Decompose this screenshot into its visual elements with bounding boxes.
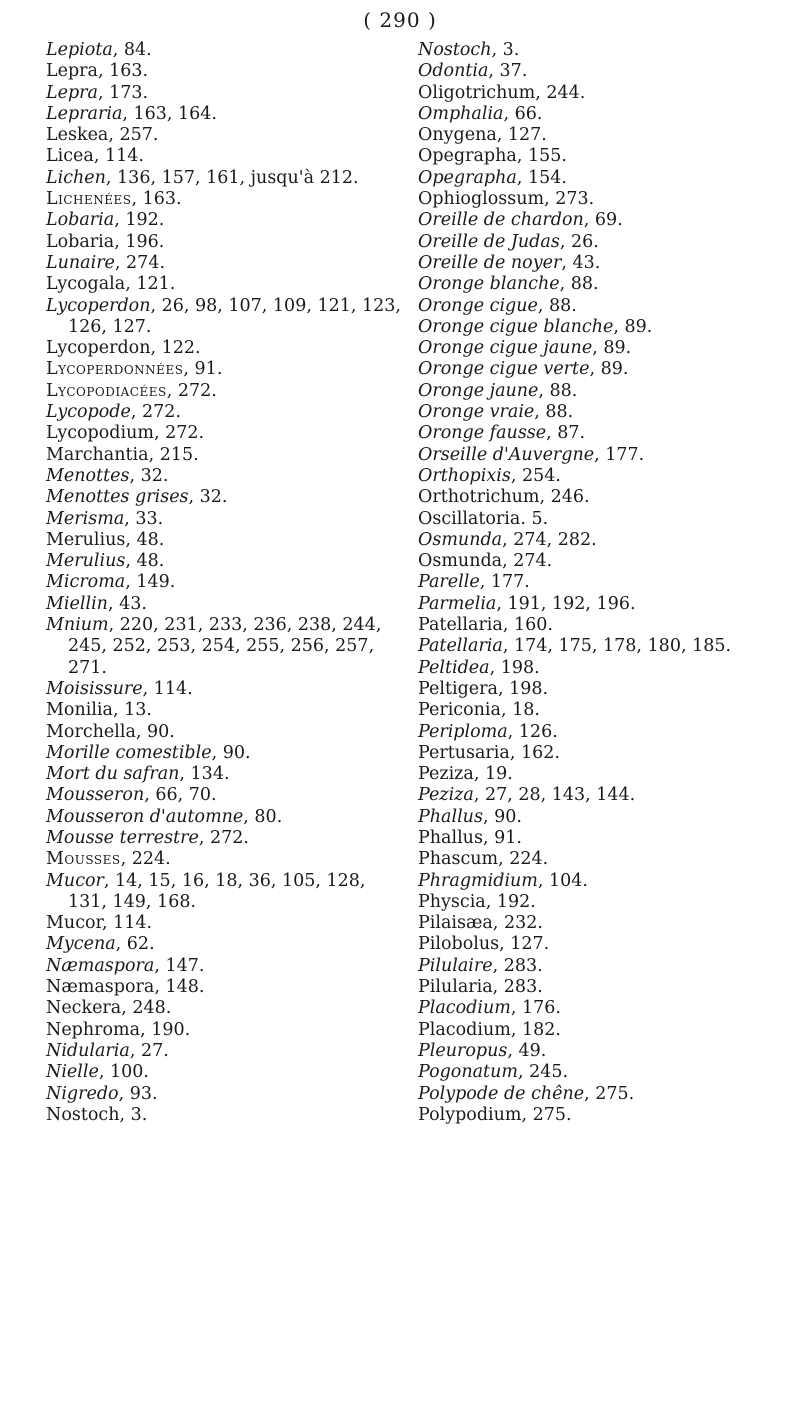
index-term: Nidularia xyxy=(46,1040,130,1061)
page-references: , 155. xyxy=(516,146,567,167)
index-term: Periconia xyxy=(418,700,501,721)
page-references: , 244. xyxy=(535,82,586,103)
index-entry xyxy=(418,61,790,82)
page-references: , 91. xyxy=(183,359,223,380)
page-references: , 191, 192, 196. xyxy=(496,593,636,614)
index-term: Osmunda xyxy=(418,529,503,550)
page-references: , 134. xyxy=(179,764,230,785)
page-references: , 163. xyxy=(97,61,149,82)
page-references: , 14, 15, 16, 18, 36, 105, 128, 131, 149, 168. xyxy=(68,870,366,912)
index-term: Patellaria xyxy=(418,615,503,636)
index-term: Mnium xyxy=(46,615,109,636)
index-term: Oronge jaune xyxy=(418,380,539,401)
page-references: , 3. xyxy=(119,1104,148,1125)
page-references: , 160. xyxy=(502,615,553,636)
index-term: Neckera xyxy=(46,998,122,1019)
index-entry xyxy=(418,913,790,934)
index-term: Oronge cigue blanche xyxy=(418,316,614,337)
index-term: Lycoperdon xyxy=(46,295,151,316)
index-entry xyxy=(418,509,790,530)
index-entry xyxy=(46,977,406,998)
index-entry xyxy=(418,892,790,913)
index-term: Næmaspora xyxy=(46,977,155,998)
index-term: Oronge cigue jaune xyxy=(418,338,593,359)
page-references: , 43. xyxy=(561,252,601,273)
index-entry xyxy=(46,956,406,977)
index-entry xyxy=(418,168,790,189)
index-term: Opegrapha xyxy=(418,146,517,167)
page-references: , 48. xyxy=(125,529,165,550)
page-references: , 32. xyxy=(188,487,228,508)
page-references: , 147. xyxy=(154,955,205,976)
index-entry xyxy=(46,487,406,508)
index-term: Lepra xyxy=(46,61,98,82)
index-entry xyxy=(46,338,406,359)
index-entry xyxy=(46,1041,406,1062)
index-entry xyxy=(46,1105,406,1126)
index-term: Lycopode xyxy=(46,402,131,423)
page-references: , 126. xyxy=(507,721,558,742)
page-references: , 274. xyxy=(502,551,553,572)
index-term: Licea xyxy=(46,146,94,167)
index-column-left xyxy=(46,40,406,1126)
index-term: Lycoperdon xyxy=(46,338,151,359)
page-references: , 220, 231, 233, 236, 238, 244, 245, 252, 253, 254, 255, 256, 257, 271. xyxy=(68,615,382,678)
index-entry xyxy=(418,1020,790,1041)
index-entry xyxy=(418,530,790,551)
page-references: , 148. xyxy=(154,977,205,998)
index-term: Periploma xyxy=(418,721,508,742)
page-references: , 177. xyxy=(479,572,530,593)
index-term: Menottes grises xyxy=(46,487,189,508)
page-references: , 48. xyxy=(125,551,165,572)
index-entry xyxy=(46,104,406,125)
index-entry xyxy=(418,1041,790,1062)
page-references: , 114. xyxy=(142,678,193,699)
index-term: Merulius xyxy=(46,529,126,550)
index-entry xyxy=(46,83,406,104)
page-references: , 33. xyxy=(124,508,164,529)
page-references: , 224. xyxy=(120,849,171,870)
page-references: , 248. xyxy=(121,998,172,1019)
page-references: , 88. xyxy=(537,295,577,316)
index-entry xyxy=(46,274,406,295)
page-references: , 27. xyxy=(129,1040,169,1061)
page-references: , 272. xyxy=(153,423,205,444)
index-entry xyxy=(46,146,406,167)
index-entry xyxy=(418,828,790,849)
page-references: , 88. xyxy=(534,402,574,423)
page-references: , 122. xyxy=(150,338,201,359)
index-entry xyxy=(46,423,406,444)
index-entry xyxy=(46,445,406,466)
index-term: Parelle xyxy=(418,572,480,593)
index-term: Pilobolus xyxy=(418,934,500,955)
index-term: Odontia xyxy=(418,61,489,82)
index-term: Oligotrichum xyxy=(418,82,536,103)
index-term: Oscillatoria xyxy=(418,508,521,529)
index-entry xyxy=(46,871,406,914)
page-references: , 19. xyxy=(473,764,513,785)
index-entry xyxy=(46,210,406,231)
index-entry xyxy=(46,828,406,849)
page-references: , 91. xyxy=(482,827,522,848)
index-term: Placodium xyxy=(418,998,511,1019)
index-entry xyxy=(418,743,790,764)
page-references: , 254. xyxy=(510,465,561,486)
index-entry xyxy=(46,61,406,82)
index-entry xyxy=(418,125,790,146)
index-entry xyxy=(46,381,406,402)
page-references: , 196. xyxy=(114,231,165,252)
page-references: , 182. xyxy=(510,1019,561,1040)
index-term: Mycena xyxy=(46,934,116,955)
index-term: Mousse terrestre xyxy=(46,827,199,848)
index-entry xyxy=(418,423,790,444)
index-entry xyxy=(418,445,790,466)
page-references: , 104. xyxy=(537,870,588,891)
index-term: Ophioglossum xyxy=(418,189,545,210)
index-entry xyxy=(418,402,790,423)
index-entry xyxy=(46,849,406,870)
page-references: , 274. xyxy=(114,252,166,273)
index-entry xyxy=(46,764,406,785)
index-term: Mucor xyxy=(46,870,104,891)
index-entry xyxy=(46,743,406,764)
index-term: Patellaria xyxy=(418,636,503,657)
page-references: , 192. xyxy=(114,210,165,231)
index-entry xyxy=(418,594,790,615)
page-references: , 163, 164. xyxy=(122,103,217,124)
page-references: , 232. xyxy=(492,913,543,934)
page-references: , 274, 282. xyxy=(502,529,597,550)
index-entry xyxy=(418,296,790,317)
page-references: , 173. xyxy=(97,82,149,103)
page-references: , 273. xyxy=(544,189,595,210)
page-references: , 93. xyxy=(118,1083,158,1104)
index-entry xyxy=(418,807,790,828)
page-references: , 90. xyxy=(135,721,175,742)
index-term: Moisissure xyxy=(46,678,143,699)
index-term: Peltidea xyxy=(418,657,490,678)
page-references: , 162. xyxy=(509,742,560,763)
page-references: , 37. xyxy=(488,61,528,82)
index-entry xyxy=(418,274,790,295)
index-term: Oronge fausse xyxy=(418,423,547,444)
index-term: Lichen xyxy=(46,167,106,188)
page-references: , 272. xyxy=(198,827,249,848)
index-term: Monilia xyxy=(46,700,113,721)
index-term: Opegrapha xyxy=(418,167,517,188)
index-term: Næmaspora xyxy=(46,955,155,976)
page-references: . 5. xyxy=(520,508,549,529)
index-entry xyxy=(418,700,790,721)
index-entry xyxy=(46,1084,406,1105)
index-term: Peltigera xyxy=(418,678,498,699)
index-term: Mousses xyxy=(46,849,121,870)
index-entry xyxy=(418,551,790,572)
page-references: , 69. xyxy=(583,210,623,231)
page-references: , 114. xyxy=(93,146,144,167)
index-entry xyxy=(418,636,790,657)
index-term: Orseille d'Auvergne xyxy=(418,444,595,465)
page-references: , 18. xyxy=(500,700,540,721)
index-entry xyxy=(418,317,790,338)
index-term: Lycopodiacées xyxy=(46,380,167,401)
index-term: Phallus xyxy=(418,827,483,848)
page-references: , 13. xyxy=(112,700,152,721)
index-entry xyxy=(46,700,406,721)
index-term: Polypode de chêne xyxy=(418,1083,585,1104)
index-term: Pertusaria xyxy=(418,742,510,763)
index-entry xyxy=(418,998,790,1019)
index-entry xyxy=(418,615,790,636)
page-references: , 90. xyxy=(211,742,251,763)
index-entry xyxy=(46,998,406,1019)
index-term: Lepraria xyxy=(46,103,123,124)
index-term: Lepra xyxy=(46,82,98,103)
index-term: Pilulaire xyxy=(418,955,493,976)
index-term: Mucor xyxy=(46,913,102,934)
page-references: , 224. xyxy=(498,849,549,870)
page-references: , 49. xyxy=(507,1040,547,1061)
index-entry xyxy=(418,381,790,402)
page-references: , 62. xyxy=(115,934,155,955)
page-references: , 127. xyxy=(499,934,550,955)
page-references: , 66. xyxy=(503,103,543,124)
page-references: , 174, 175, 178, 180, 185. xyxy=(502,636,732,657)
index-entry xyxy=(418,83,790,104)
index-term: Morille comestible xyxy=(46,742,212,763)
index-term: Phragmidium xyxy=(418,870,538,891)
index-entry xyxy=(46,913,406,934)
page-references: , 246. xyxy=(539,487,590,508)
page-references: , 80. xyxy=(243,806,283,827)
page-references: , 245. xyxy=(517,1062,569,1083)
page-references: , 177. xyxy=(594,444,645,465)
index-entry xyxy=(46,679,406,700)
index-term: Pleuropus xyxy=(418,1040,508,1061)
page-references: , 100. xyxy=(98,1062,149,1083)
page-references: , 66, 70. xyxy=(144,785,217,806)
index-entry xyxy=(418,956,790,977)
index-entry xyxy=(418,189,790,210)
index-entry xyxy=(46,402,406,423)
index-term: Lycogala xyxy=(46,274,126,295)
index-term: Merulius xyxy=(46,551,126,572)
index-entry xyxy=(418,253,790,274)
index-term: Lobaria xyxy=(46,231,115,252)
index-term: Lobaria xyxy=(46,210,115,231)
page-references: , 272. xyxy=(130,402,181,423)
index-term: Nostoch xyxy=(418,40,492,60)
page-references: , 114. xyxy=(101,913,153,934)
index-term: Parmelia xyxy=(418,593,497,614)
index-entry xyxy=(46,530,406,551)
page-references: , 88. xyxy=(559,274,599,295)
index-term: Phallus xyxy=(418,806,483,827)
index-entry xyxy=(46,466,406,487)
index-term: Lunaire xyxy=(46,252,115,273)
page-references: , 190. xyxy=(140,1019,191,1040)
index-entry xyxy=(46,359,406,380)
page-references: , 89. xyxy=(592,338,632,359)
index-term: Mousseron xyxy=(46,785,145,806)
index-entry xyxy=(418,785,790,806)
index-term: Lepiota xyxy=(46,40,113,60)
index-term: Peziza xyxy=(418,764,474,785)
page-references: , 283. xyxy=(492,955,543,976)
index-entry xyxy=(46,232,406,253)
index-entry xyxy=(46,40,406,61)
index-term: Oronge vraie xyxy=(418,402,535,423)
index-entry xyxy=(46,615,406,679)
page-references: , 192. xyxy=(485,891,536,912)
index-entry xyxy=(418,232,790,253)
page-references: , 198. xyxy=(497,678,549,699)
index-entry xyxy=(418,871,790,892)
index-entry xyxy=(46,594,406,615)
index-entry xyxy=(418,104,790,125)
index-term: Merisma xyxy=(46,508,125,529)
index-term: Pilaisæa xyxy=(418,913,493,934)
index-entry xyxy=(418,40,790,61)
page-references: , 32. xyxy=(129,465,169,486)
index-entry xyxy=(46,1062,406,1083)
index-term: Leskea xyxy=(46,125,109,146)
index-entry xyxy=(46,722,406,743)
index-column-right xyxy=(418,40,790,1126)
index-entry xyxy=(418,1062,790,1083)
index-term: Marchantia xyxy=(46,444,149,465)
page-references: , 87. xyxy=(546,423,586,444)
index-term: Oreille de noyer xyxy=(418,252,562,273)
page-references: , 176. xyxy=(510,998,561,1019)
index-entry xyxy=(46,125,406,146)
page-references: , 26. xyxy=(559,231,599,252)
page-references: , 84. xyxy=(112,40,152,60)
index-term: Miellin xyxy=(46,593,108,614)
page-references: , 275. xyxy=(584,1083,635,1104)
index-entry xyxy=(46,807,406,828)
index-entry xyxy=(418,572,790,593)
page-references: , 89. xyxy=(589,359,629,380)
index-term: Omphalia xyxy=(418,103,504,124)
index-term: Phascum xyxy=(418,849,499,870)
index-entry xyxy=(418,359,790,380)
page-references: , 257. xyxy=(108,125,159,146)
page-references: , 198. xyxy=(489,657,540,678)
index-entry xyxy=(418,849,790,870)
index-entry xyxy=(418,658,790,679)
index-term: Oronge blanche xyxy=(418,274,560,295)
index-entry xyxy=(46,189,406,210)
index-term: Lycoperdonnées xyxy=(46,359,184,380)
index-entry xyxy=(418,338,790,359)
page-references: , 3. xyxy=(491,40,520,60)
page-references: , 215. xyxy=(148,444,199,465)
index-entry xyxy=(46,168,406,189)
index-entry xyxy=(46,934,406,955)
index-term: Microma xyxy=(46,572,126,593)
page-references: , 27, 28, 143, 144. xyxy=(473,785,636,806)
index-term: Oronge cigue verte xyxy=(418,359,590,380)
index-term: Pogonatum xyxy=(418,1062,518,1083)
index-entry xyxy=(418,466,790,487)
index-entry xyxy=(46,572,406,593)
page-references: , 89. xyxy=(613,316,653,337)
page-references: , 283. xyxy=(492,977,543,998)
page-references: , 90. xyxy=(482,806,522,827)
index-term: Onygena xyxy=(418,125,497,146)
page-references: , 272. xyxy=(166,380,217,401)
index-entry xyxy=(46,253,406,274)
index-entry xyxy=(418,1105,790,1126)
index-entry xyxy=(418,977,790,998)
index-term: Nielle xyxy=(46,1062,99,1083)
page-references: , 121. xyxy=(125,274,176,295)
index-entry xyxy=(418,722,790,743)
index-term: Orthopixis xyxy=(418,465,511,486)
index-entry xyxy=(418,146,790,167)
index-term: Nostoch xyxy=(46,1104,120,1125)
index-term: Lycopodium xyxy=(46,423,154,444)
index-entry xyxy=(418,679,790,700)
index-term: Oronge cigue xyxy=(418,295,538,316)
index-term: Osmunda xyxy=(418,551,503,572)
page-references: , 127. xyxy=(496,125,547,146)
index-entry xyxy=(46,509,406,530)
index-term: Lichenées xyxy=(46,189,132,210)
index-entry xyxy=(418,210,790,231)
page-number: ( 290 ) xyxy=(363,8,437,32)
index-term: Orthotrichum xyxy=(418,487,540,508)
index-term: Menottes xyxy=(46,465,130,486)
index-term: Mousseron d'automne xyxy=(46,806,244,827)
index-term: Physcia xyxy=(418,891,486,912)
index-term: Pilularia xyxy=(418,977,493,998)
index-term: Nephroma xyxy=(46,1019,141,1040)
index-term: Peziza xyxy=(418,785,474,806)
index-entry xyxy=(46,785,406,806)
index-term: Polypodium xyxy=(418,1104,522,1125)
index-entry xyxy=(418,487,790,508)
index-entry xyxy=(46,551,406,572)
page-references: , 88. xyxy=(538,380,578,401)
index-entry xyxy=(46,296,406,339)
page-references: , 154. xyxy=(516,167,567,188)
page-references: , 275. xyxy=(521,1104,572,1125)
index-term: Nigredo xyxy=(46,1083,119,1104)
index-entry xyxy=(418,764,790,785)
page-references: , 163. xyxy=(131,189,182,210)
index-entry xyxy=(46,1020,406,1041)
index-term: Morchella xyxy=(46,721,136,742)
index-entry xyxy=(418,1084,790,1105)
index-term: Oreille de chardon xyxy=(418,210,584,231)
index-term: Oreille de Judas xyxy=(418,231,560,252)
index-term: Placodium xyxy=(418,1019,511,1040)
page-references: , 149. xyxy=(125,572,176,593)
index-term: Mort du safran xyxy=(46,764,180,785)
index-entry xyxy=(418,934,790,955)
page-references: , 26, 98, 107, 109, 121, 123, 126, 127. xyxy=(68,295,401,337)
page-references: , 43. xyxy=(107,593,147,614)
page-references: , 136, 157, 161, jusqu'à 212. xyxy=(105,167,359,188)
